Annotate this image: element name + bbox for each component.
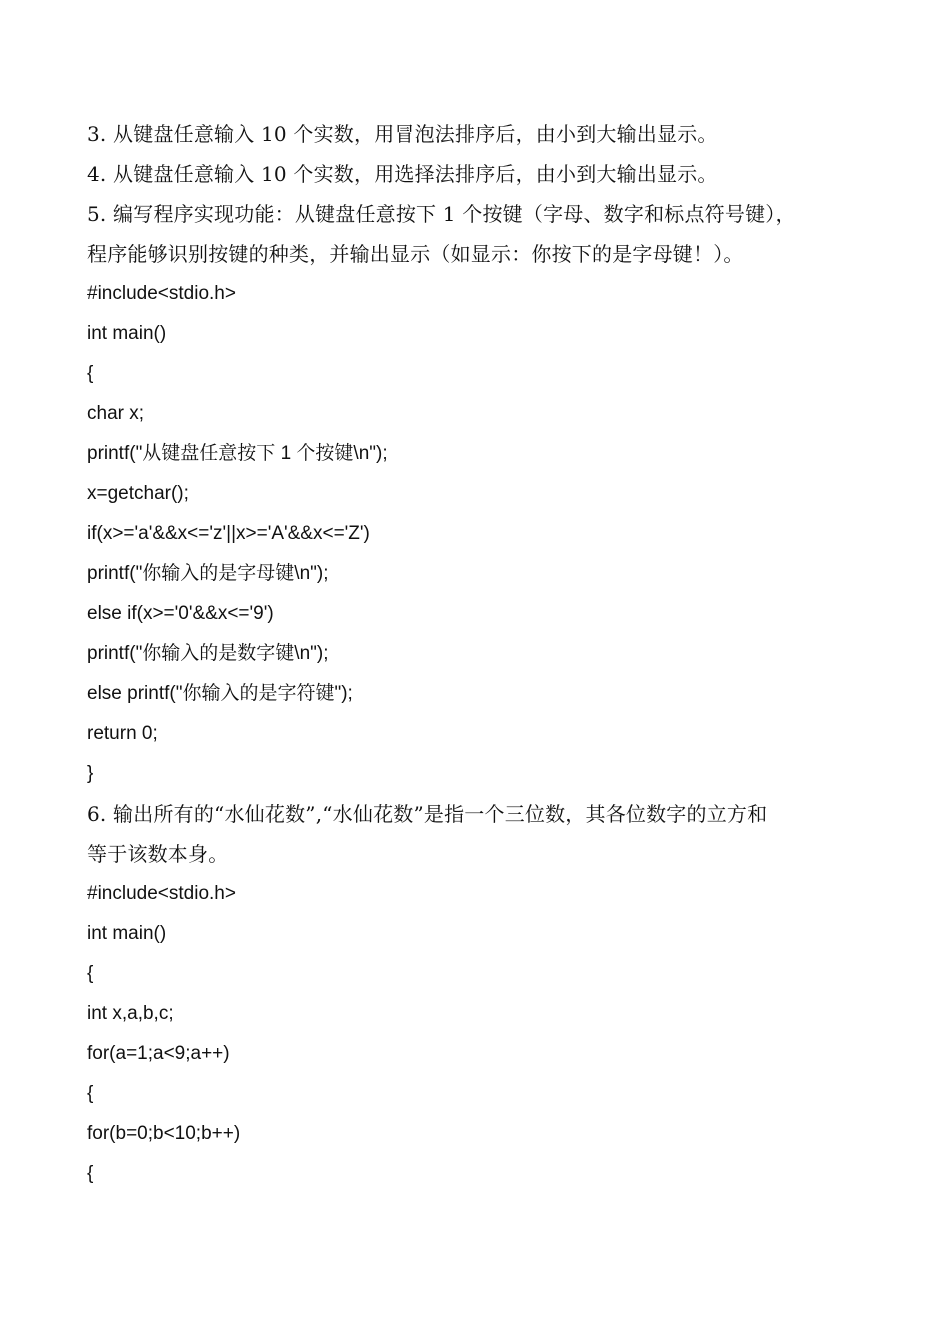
code-line: printf("从键盘任意按下 1 个按键\n");	[87, 443, 388, 464]
code-line: {	[87, 1163, 94, 1184]
document-body	[87, 114, 877, 1194]
text-line: 3. 从键盘任意输入 10 个实数，用冒泡法排序后，由小到大输出显示。	[87, 122, 718, 146]
code-line: x=getchar();	[87, 483, 189, 504]
code-line: {	[87, 963, 94, 984]
text-line: 6. 输出所有的“水仙花数”,“水仙花数”是指一个三位数，其各位数字的立方和	[87, 802, 768, 826]
code-line: for(b=0;b<10;b++)	[87, 1123, 241, 1144]
code-line: printf("你输入的是数字键\n");	[87, 643, 329, 664]
code-line: }	[87, 763, 94, 784]
code-line: if(x>='a'&&x<='z'||x>='A'&&x<='Z')	[87, 523, 370, 544]
code-line: char x;	[87, 403, 145, 424]
code-line: {	[87, 363, 94, 384]
code-line: for(a=1;a<9;a++)	[87, 1043, 230, 1064]
code-line: int x,a,b,c;	[87, 1003, 174, 1024]
code-line: #include<stdio.h>	[87, 883, 236, 904]
code-line: {	[87, 1083, 94, 1104]
text-line: 等于该数本身。	[87, 842, 229, 866]
text-line: 程序能够识别按键的种类，并输出显示（如显示：你按下的是字母键！）。	[87, 242, 744, 266]
code-line: int main()	[87, 923, 167, 944]
code-line: else printf("你输入的是字符键");	[87, 683, 353, 704]
code-line: #include<stdio.h>	[87, 283, 236, 304]
code-line: return 0;	[87, 723, 158, 744]
code-line: int main()	[87, 323, 167, 344]
code-line: printf("你输入的是字母键\n");	[87, 563, 329, 584]
text-line: 5. 编写程序实现功能：从键盘任意按下 1 个按键（字母、数字和标点符号键），	[87, 202, 796, 226]
text-line: 4. 从键盘任意输入 10 个实数，用选择法排序后，由小到大输出显示。	[87, 162, 718, 186]
code-line: else if(x>='0'&&x<='9')	[87, 603, 274, 624]
